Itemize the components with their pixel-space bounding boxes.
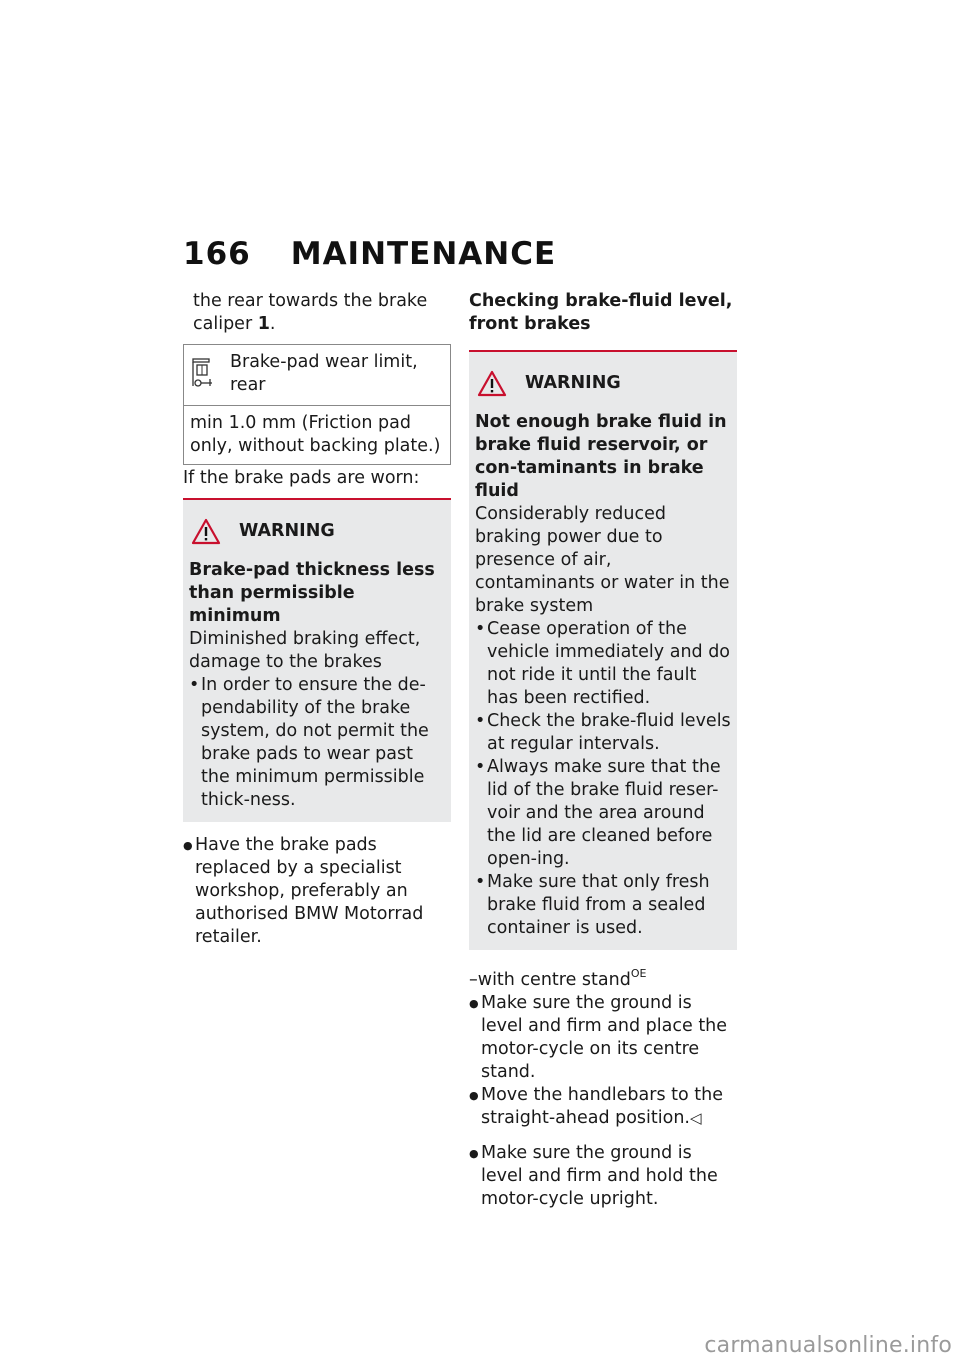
step-item: ● Make sure the ground is level and firm and place the motor-cycle on its centre stand. [469, 992, 737, 1084]
condition-sup: OE [630, 967, 647, 980]
warning-title [189, 518, 445, 545]
warning-label: WARNING [239, 521, 335, 541]
left-column [183, 290, 451, 949]
step-item [469, 1084, 737, 1130]
warning-box [469, 350, 737, 950]
step-list [183, 834, 451, 949]
step-item: ● Make sure the ground is level and firm and hold the motor-cycle upright. [469, 1142, 737, 1211]
warning-heading: Not enough brake fluid in brake fluid reservoir, or con-taminants in brake fluid [475, 412, 727, 501]
warning-box [183, 498, 451, 822]
warning-heading: Brake-pad thickness less than permissible minimum [189, 560, 435, 626]
step-list [469, 1142, 737, 1211]
intro-ref-number: 1 [257, 314, 270, 334]
warning-title [475, 370, 731, 397]
intro-text [183, 290, 451, 336]
warning-bullet: • Make sure that only fresh brake fluid from a sealed container is used. [475, 871, 731, 940]
section-title: MAINTENANCE [290, 236, 557, 272]
page-number: 166 [183, 236, 251, 272]
step-item: ● Have the brake pads replaced by a specialist workshop, preferably an authorised BMW Motorrad retailer. [183, 834, 451, 949]
warning-bullet: • Check the brake-fluid levels at regular intervals. [475, 710, 731, 756]
warning-text: Considerably reduced braking power due to presence of air, contaminants or water in the brake system [475, 504, 730, 616]
warning-bullet: • In order to ensure the de-pendability of the brake system, do not permit the brake pads to wear past the minimum permissible thick-ness. [189, 674, 445, 812]
intro-sentence: the rear towards the brake caliper [193, 291, 428, 334]
if-worn-text: If the brake pads are worn: [183, 468, 420, 488]
intro-end: . [269, 314, 276, 334]
warning-triangle-icon [477, 370, 507, 397]
end-mark-icon: ◁ [690, 1109, 702, 1127]
step-list [469, 992, 737, 1130]
warning-bullets [189, 674, 445, 812]
watermark: carmanualsonline.info [704, 1333, 952, 1358]
section-heading: Checking brake-fluid level, front brakes [469, 291, 733, 334]
brake-pad-wear-icon [190, 351, 230, 397]
step-text: Move the handlebars to the straight-ahead position. [481, 1085, 723, 1128]
warning-triangle-icon [191, 518, 221, 545]
warning-bullets [475, 618, 731, 940]
warning-bullet: • Always make sure that the lid of the brake fluid reser-voir and the area around the lid are cleaned before open-ing. [475, 756, 731, 871]
spec-value: min 1.0 mm (Friction pad only, without backing plate.) [190, 413, 441, 456]
condition-line [469, 962, 737, 992]
condition-text: –with centre stand [469, 970, 631, 990]
spec-title: Brake-pad wear limit, rear [230, 352, 418, 395]
warning-label: WARNING [525, 373, 621, 393]
spec-head [184, 345, 450, 406]
spec-box [183, 344, 451, 465]
right-column [469, 290, 737, 1211]
warning-bullet: • Cease operation of the vehicle immediately and do not ride it until the fault has been rectified. [475, 618, 731, 710]
warning-text: Diminished braking effect, damage to the brakes [189, 629, 421, 672]
page-header [183, 236, 556, 272]
